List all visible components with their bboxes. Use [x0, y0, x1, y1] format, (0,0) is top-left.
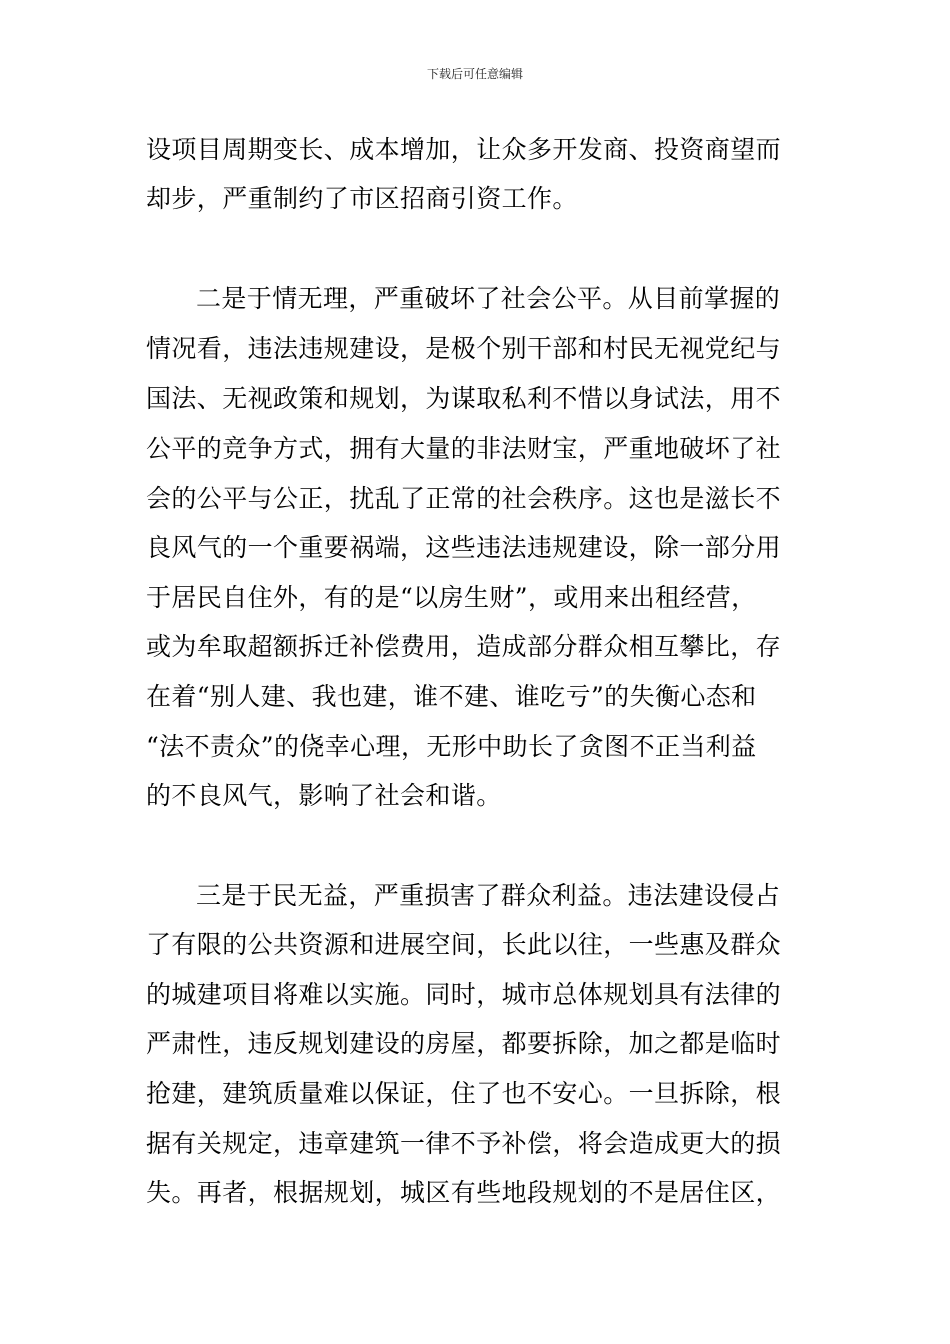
- text-line: 于居民自住外，有的是“以房生财”，或用来出租经营，: [146, 583, 757, 612]
- text-line: 据有关规定，违章建筑一律不予补偿，将会造成更大的损: [146, 1129, 782, 1158]
- text-line: 三是于民无益，严重损害了群众利益。违法建设侵占: [196, 881, 781, 910]
- text-line: 或为牟取超额拆迁补偿费用，造成部分群众相互攀比，存: [146, 632, 782, 661]
- text-line: 却步，严重制约了市区招商引资工作。: [146, 184, 578, 213]
- text-line: 抢建，建筑质量难以保证，住了也不安心。一旦拆除，根: [146, 1079, 782, 1108]
- text-line: 的城建项目将难以实施。同时，城市总体规划具有法律的: [146, 980, 782, 1009]
- text-line: 的不良风气，影响了社会和谐。: [146, 781, 502, 810]
- text-line: 在着“别人建、我也建，谁不建、谁吃亏”的失衡心态和: [146, 682, 757, 711]
- text-line: 严肃性，违反规划建设的房屋，都要拆除，加之都是临时: [146, 1029, 782, 1058]
- text-line: 国法、无视政策和规划，为谋取私利不惜以身试法，用不: [146, 384, 782, 413]
- text-line: 情况看，违法违规建设，是极个别干部和村民无视党纪与: [146, 334, 782, 363]
- text-line: “法不责众”的侥幸心理，无形中助长了贪图不正当利益: [146, 732, 757, 761]
- text-line: 公平的竞争方式，拥有大量的非法财宝，严重地破坏了社: [146, 434, 782, 463]
- text-line: 了有限的公共资源和进展空间，长此以往，一些惠及群众: [146, 930, 782, 959]
- page-header: 下载后可任意编辑: [426, 67, 523, 81]
- text-line: 会的公平与公正，扰乱了正常的社会秩序。这也是滋长不: [146, 484, 782, 513]
- text-line: 设项目周期变长、成本增加，让众多开发商、投资商望而: [146, 135, 782, 164]
- text-line: 良风气的一个重要祸端，这些违法违规建设，除一部分用: [146, 533, 782, 562]
- text-line: 二是于情无理，严重破坏了社会公平。从目前掌握的: [196, 284, 781, 313]
- text-line: 失。再者，根据规划，城区有些地段规划的不是居住区，: [146, 1178, 782, 1207]
